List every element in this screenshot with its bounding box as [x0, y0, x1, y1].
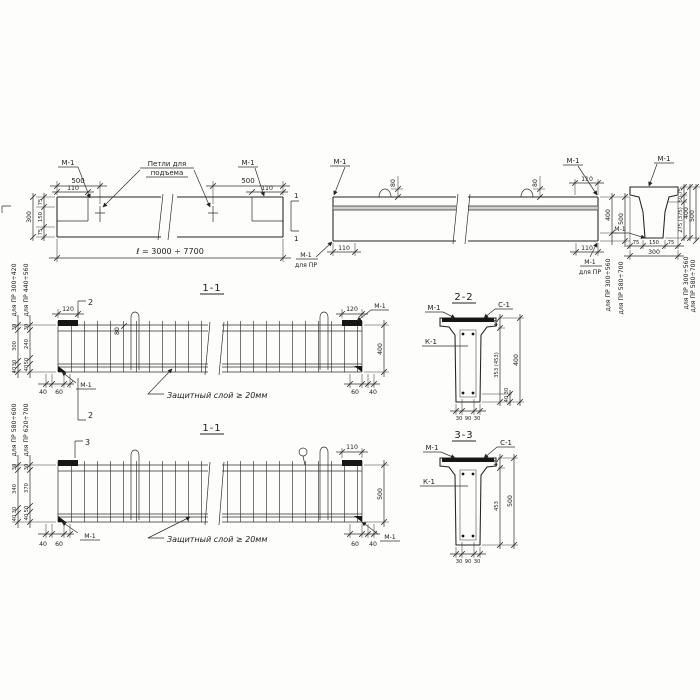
svg-text:353 (453): 353 (453) [494, 352, 500, 378]
svg-text:30: 30 [12, 359, 18, 367]
svg-text:500: 500 [618, 213, 625, 225]
svg-text:для ПР 620÷700: для ПР 620÷700 [23, 403, 30, 457]
dimension-110-bottom-left [327, 243, 361, 256]
svg-text:47: 47 [494, 319, 500, 327]
svg-text:50: 50 [24, 505, 30, 513]
lifting-loops-label [103, 160, 210, 207]
svg-text:30: 30 [24, 323, 30, 331]
svg-text:500: 500 [71, 177, 85, 185]
m1-dlya-pr-label-left [295, 242, 332, 269]
m1-embed-plate [342, 460, 362, 466]
svg-text:120: 120 [346, 306, 358, 313]
m1-label: М-1 [384, 534, 396, 541]
m1-label: М-1 [566, 157, 580, 165]
k1-stirrup [460, 330, 476, 397]
svg-text:60: 60 [351, 389, 359, 396]
svg-text:300: 300 [12, 341, 18, 351]
svg-text:30: 30 [24, 463, 30, 471]
section-outline [440, 458, 496, 545]
svg-text:для ПР: для ПР [578, 269, 602, 276]
svg-text:80: 80 [114, 327, 121, 335]
svg-text:30: 30 [12, 506, 18, 514]
svg-text:для ПР 580÷700: для ПР 580÷700 [690, 259, 697, 313]
view-cage-500 [11, 403, 400, 548]
svg-text:30: 30 [12, 323, 18, 331]
section-outline [440, 318, 496, 402]
svg-text:75: 75 [667, 240, 675, 246]
svg-text:500: 500 [377, 488, 384, 500]
dimension-500 [364, 460, 389, 527]
svg-text:340: 340 [12, 484, 18, 494]
height-chains [600, 193, 630, 315]
svg-text:30: 30 [12, 463, 18, 471]
svg-text:453: 453 [494, 501, 500, 511]
svg-text:Защитный слой ≥ 20мм: Защитный слой ≥ 20мм [167, 391, 268, 400]
svg-text:75: 75 [38, 198, 44, 206]
svg-text:400: 400 [377, 343, 384, 355]
svg-text:90: 90 [464, 416, 472, 422]
svg-text:2: 2 [88, 411, 94, 420]
svg-text:400: 400 [513, 354, 520, 366]
svg-text:для ПР 580÷600: для ПР 580÷600 [11, 403, 18, 457]
svg-text:1: 1 [294, 235, 299, 243]
svg-text:подъема: подъема [150, 169, 184, 177]
left-chains [11, 263, 56, 378]
view-section-2-2 [422, 292, 524, 422]
cage-outline [58, 312, 362, 375]
m1-label: М-1 [241, 159, 255, 167]
svg-text:40: 40 [369, 389, 377, 396]
dimension-400 [364, 320, 389, 377]
svg-text:для ПР 440÷560: для ПР 440÷560 [23, 263, 30, 317]
c1-plate [442, 318, 494, 322]
dimension-110-left [52, 185, 94, 195]
svg-text:110: 110 [581, 245, 593, 252]
m1-label: М-1 [374, 303, 386, 310]
svg-text:30: 30 [473, 416, 481, 422]
svg-text:80: 80 [390, 179, 397, 187]
svg-text:500: 500 [507, 495, 514, 507]
view-title: 2-2 [454, 292, 474, 303]
m1-label: М-1 [425, 444, 439, 452]
svg-text:30: 30 [455, 559, 463, 565]
svg-text:75: 75 [38, 228, 44, 236]
m1-label: М-1 [333, 158, 347, 166]
svg-text:для ПР: для ПР [294, 262, 318, 269]
m1-embed-plate [58, 460, 78, 466]
svg-text:240: 240 [24, 339, 30, 349]
m1-label: М-1 [84, 533, 96, 540]
dimension-500-right [206, 177, 290, 204]
svg-text:150: 150 [38, 212, 44, 222]
svg-text:50: 50 [24, 357, 30, 365]
svg-text:60: 60 [55, 541, 63, 548]
m1-label: М-1 [61, 159, 75, 167]
left-chains [11, 403, 56, 528]
dimension-110-bottom-right [570, 243, 604, 256]
svg-text:500: 500 [689, 210, 696, 222]
svg-text:для ПР 580÷700: для ПР 580÷700 [618, 261, 625, 315]
svg-text:60: 60 [55, 389, 63, 396]
cut-line-1 [2, 192, 299, 243]
svg-text:М-1: М-1 [584, 259, 596, 266]
svg-text:Защитный слой ≥ 20мм: Защитный слой ≥ 20мм [167, 535, 268, 544]
dimension-110-right [246, 185, 288, 195]
svg-text:30: 30 [473, 559, 481, 565]
svg-text:275 (375): 275 (375) [678, 207, 684, 233]
view-title: 1-1 [202, 283, 222, 294]
svg-text:для ПР 300÷560: для ПР 300÷560 [683, 256, 690, 310]
svg-text:40: 40 [12, 366, 18, 374]
svg-text:40: 40 [24, 513, 30, 521]
width-chain [624, 197, 684, 260]
svg-text:500: 500 [241, 177, 255, 185]
view-elevation-300 [2, 159, 299, 262]
svg-text:для ПР 300÷420: для ПР 300÷420 [11, 263, 18, 317]
section-outline [630, 187, 678, 238]
svg-text:30: 30 [504, 387, 510, 395]
k1-label: К-1 [423, 478, 435, 486]
svg-text:1: 1 [294, 192, 299, 200]
svg-text:2: 2 [88, 298, 94, 307]
svg-text:400: 400 [605, 209, 612, 221]
svg-text:3: 3 [85, 438, 91, 447]
svg-text:150: 150 [649, 240, 659, 246]
m1-label: М-1 [657, 155, 671, 163]
svg-text:М-1: М-1 [300, 252, 312, 259]
m1-label: М-1 [80, 382, 92, 389]
beam-outline [333, 194, 598, 244]
right-chains [482, 314, 524, 406]
svg-text:40: 40 [369, 541, 377, 548]
cut-line-3 [75, 438, 90, 458]
cover-note [148, 369, 267, 400]
svg-text:120: 120 [62, 306, 74, 313]
k1-stirrup [460, 470, 476, 540]
svg-text:40: 40 [39, 541, 47, 548]
loop-height-dim [390, 176, 545, 200]
view-cage-400 [11, 263, 389, 420]
svg-text:110: 110 [261, 185, 273, 192]
bottom-dims-right [344, 374, 380, 396]
svg-text:ℓ = 3000 ÷ 7700: ℓ = 3000 ÷ 7700 [136, 247, 204, 256]
svg-text:75: 75 [632, 240, 640, 246]
dimension-110 [336, 444, 368, 458]
m1-label: М-1 [614, 226, 626, 233]
svg-text:90: 90 [464, 559, 472, 565]
lifting-loop-eye [299, 448, 307, 456]
m1-embed-plate [58, 320, 78, 326]
bottom-dims-left [38, 524, 74, 548]
svg-text:40: 40 [12, 514, 18, 522]
svg-text:80: 80 [532, 179, 539, 187]
svg-text:110: 110 [581, 176, 593, 183]
svg-text:Петли для: Петли для [147, 160, 187, 168]
svg-text:110: 110 [346, 444, 358, 451]
lifting-loop [379, 189, 533, 197]
svg-text:30: 30 [455, 416, 463, 422]
view-title: 1-1 [202, 423, 222, 434]
svg-text:300: 300 [648, 249, 660, 256]
svg-text:110: 110 [338, 245, 350, 252]
view-elevation-400-500 [295, 157, 630, 315]
svg-text:400: 400 [683, 207, 690, 219]
svg-text:75: 75 [678, 187, 684, 195]
dimension-120-left [52, 306, 84, 318]
svg-text:110: 110 [67, 185, 79, 192]
cage-outline [58, 447, 362, 525]
c1-label: С-1 [500, 439, 512, 447]
view-section-3-3 [420, 430, 518, 565]
right-chains [482, 454, 518, 549]
beam-outline [57, 194, 283, 240]
view-title: 3-3 [454, 430, 474, 441]
c1-plate [442, 458, 494, 462]
m1-label: М-1 [427, 304, 441, 312]
svg-text:60: 60 [351, 541, 359, 548]
height-chain [26, 193, 55, 241]
svg-text:40: 40 [504, 395, 510, 403]
svg-text:50: 50 [678, 195, 684, 203]
bottom-dims-right [344, 524, 380, 548]
svg-text:40: 40 [24, 364, 30, 372]
svg-text:47: 47 [494, 459, 500, 467]
svg-text:40: 40 [39, 389, 47, 396]
c1-label: С-1 [498, 301, 510, 309]
m1-embed-plate [342, 320, 362, 326]
k1-label: К-1 [425, 338, 437, 346]
dimension-length [49, 239, 291, 262]
svg-text:370: 370 [24, 483, 30, 493]
svg-text:300: 300 [26, 211, 33, 223]
height-chains [665, 184, 700, 313]
svg-text:для ПР 300÷560: для ПР 300÷560 [605, 258, 612, 312]
